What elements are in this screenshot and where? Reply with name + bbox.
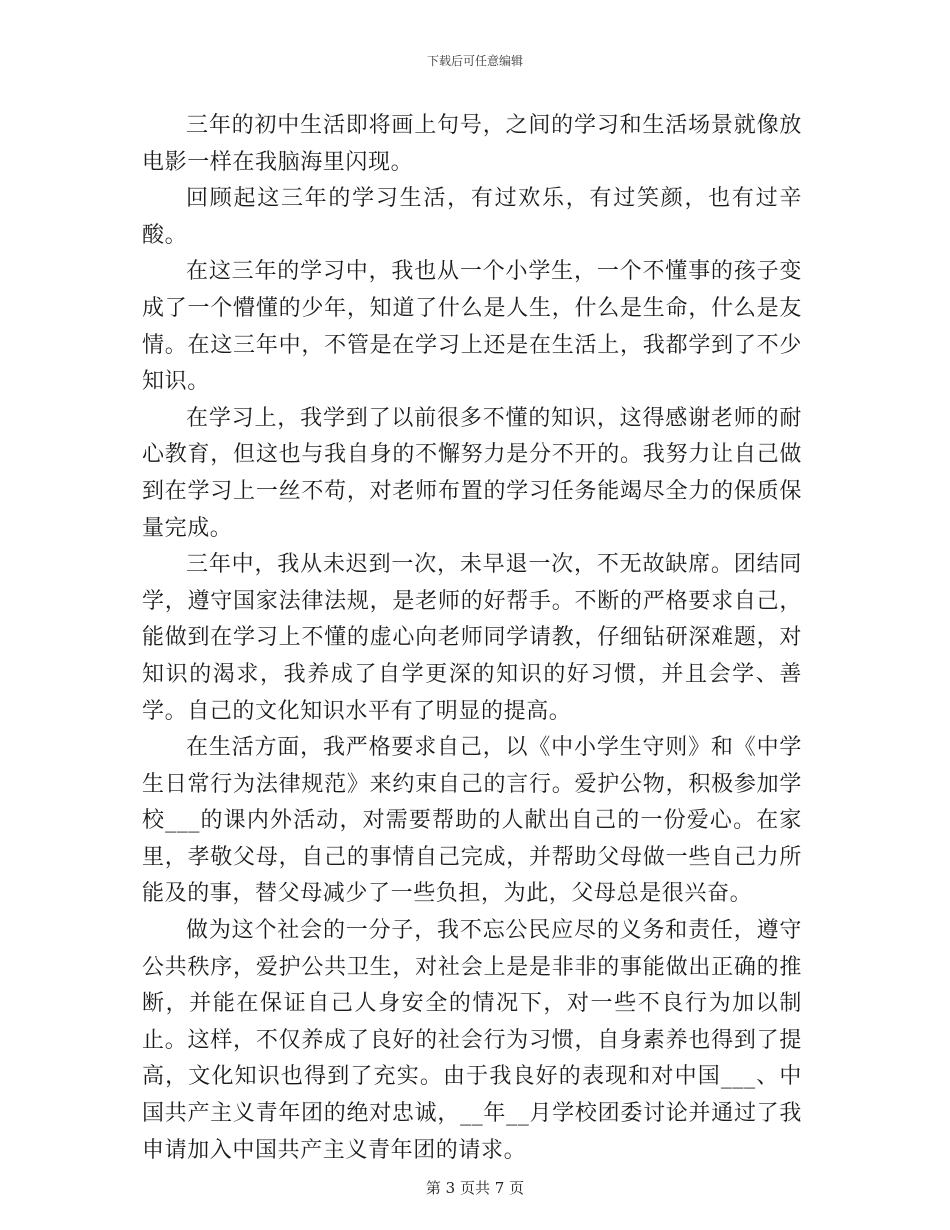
paragraph-1: 三年的初中生活即将画上句号，之间的学习和生活场景就像放电影一样在我脑海里闪现。 (142, 113, 802, 175)
paragraph-4: 在学习上，我学到了以前很多不懂的知识，这得感谢老师的耐心教育，但这也与我自身的不懈努力是分不开的。我努力让自己做到在学习上一丝不苟，对老师布置的学习任务能竭尽全力的保质保量完成。 (142, 405, 802, 541)
paragraph-5: 三年中，我从未迟到一次，未早退一次，不无故缺席。团结同学，遵守国家法律法规，是老师的好帮手。不断的严格要求自己，能做到在学习上不懂的虚心向老师同学请教，仔细钻研深难题，对知识的渴求，我养成了自学更深的知识的好习惯，并且会学、善学。自己的文化知识水平有了明显的提高。 (142, 552, 802, 724)
paragraph-7: 做为这个社会的一分子，我不忘公民应尽的义务和责任，遵守公共秩序，爱护公共卫生，对社会上是是非非的事能做出正确的推断，并能在保证自己人身安全的情况下，对一些不良行为加以制止。这样，不仅养成了良好的社会行为习惯，自身素养也得到了提高，文化知识也得到了充实。由于我良好的表现和对中国___、中国共产主义青年团的绝对忠诚，__年__月学校团委讨论并通过了我申请加入中国共产主义青年团的请求。 (142, 918, 802, 1163)
paragraph-6: 在生活方面，我严格要求自己，以《中小学生守则》和《中学生日常行为法律规范》来约束自己的言行。爱护公物，积极参加学校___的课内外活动，对需要帮助的人献出自己的一份爱心。在家里，孝敬父母，自己的事情自己完成，并帮助父母做一些自己力所能及的事，替父母减少了一些负担，为此，父母总是很兴奋。 (142, 735, 802, 907)
document-body (142, 108, 802, 1169)
page-header: 下载后可任意编辑 (426, 54, 523, 68)
paragraph-2: 回顾起这三年的学习生活，有过欢乐，有过笑颜，也有过辛酸。 (142, 186, 802, 248)
page-number: 第 3 页共 7 页 (425, 1179, 525, 1197)
paragraph-3: 在这三年的学习中，我也从一个小学生，一个不懂事的孩子变成了一个懵懂的少年，知道了什么是人生，什么是生命，什么是友情。在这三年中，不管是在学习上还是在生活上，我都学到了不少知识。 (142, 259, 802, 395)
